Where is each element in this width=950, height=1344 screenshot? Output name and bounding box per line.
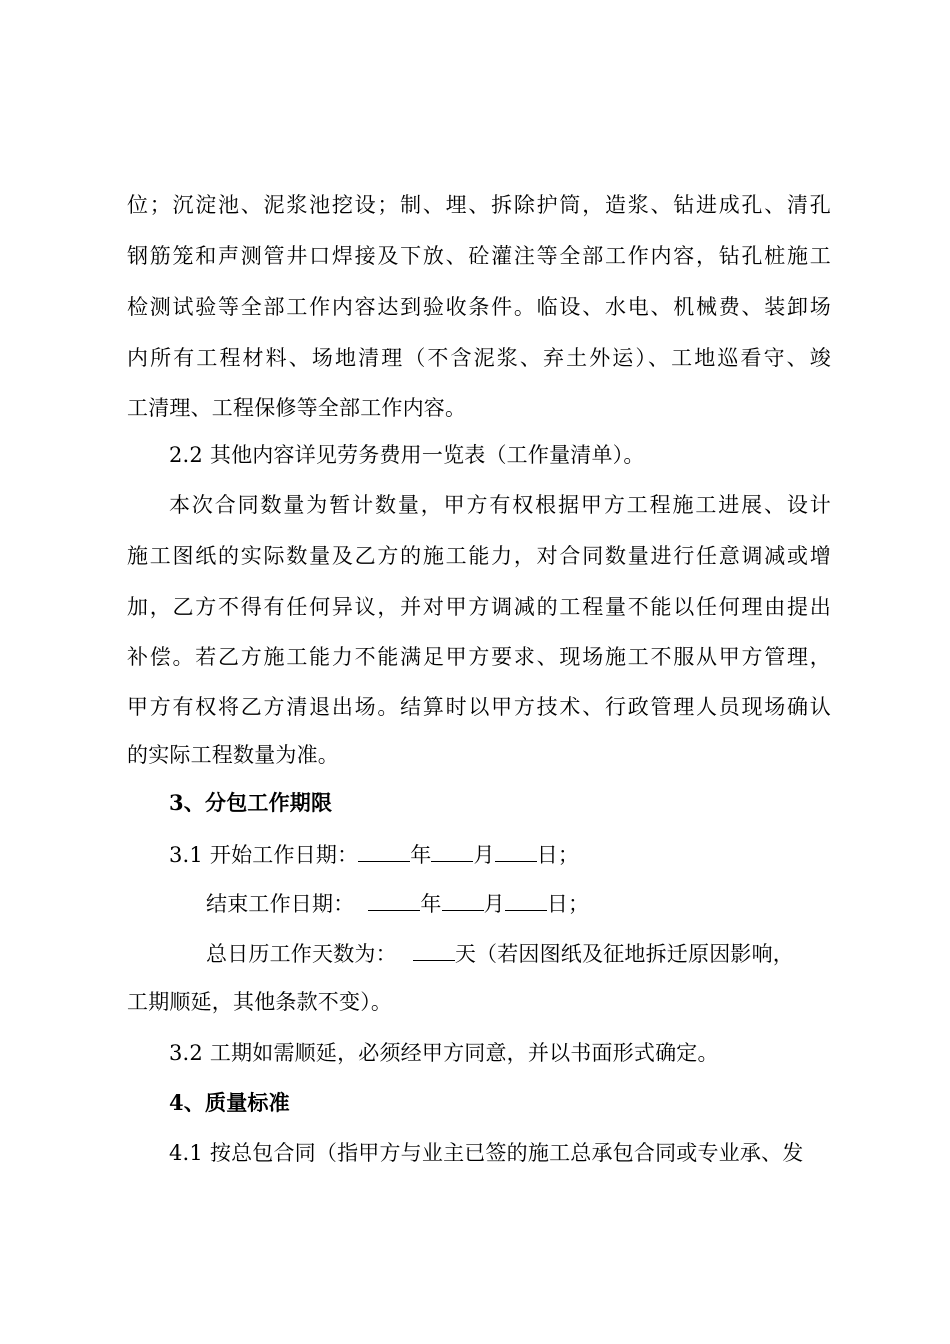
total-days-blank[interactable] [413, 938, 455, 961]
start-year-blank[interactable] [358, 839, 410, 862]
start-date-label: 3.1 开始工作日期： [169, 843, 359, 867]
paragraph-3-line-2: 施工图纸的实际数量及乙方的施工能力，对合同数量进行任意调减或增 [127, 544, 831, 568]
days-unit-text: 天（若因图纸及征地拆迁原因影响， [454, 942, 795, 966]
end-date-line [206, 888, 589, 919]
total-days-label: 总日历工作天数为： [206, 942, 397, 966]
paragraph-1-line-1: 位；沉淀池、泥浆池挖设；制、埋、拆除护筒，造浆、钻进成孔、清孔 [127, 193, 831, 217]
paragraph-1-line-2: 钢筋笼和声测管井口焊接及下放、砼灌注等全部工作内容，钻孔桩施工 [127, 244, 831, 268]
paragraph-3-line-1: 本次合同数量为暂计数量，甲方有权根据甲方工程施工进展、设计 [169, 493, 831, 517]
total-days-continuation: 工期顺延，其他条款不变）。 [127, 990, 393, 1014]
section-4-heading: 4、质量标准 [169, 1090, 290, 1115]
end-month-blank[interactable] [442, 888, 484, 911]
paragraph-3-line-3: 加，乙方不得有任何异议，并对甲方调减的工程量不能以任何理由提出 [127, 595, 831, 619]
month-unit: 月 [483, 892, 505, 916]
start-date-line [169, 839, 579, 870]
section-3-heading: 3、分包工作期限 [169, 790, 333, 815]
year-unit: 年 [420, 892, 442, 916]
end-date-label: 结束工作日期： [206, 892, 355, 916]
paragraph-1-line-3: 检测试验等全部工作内容达到验收条件。临设、水电、机械费、装卸场 [127, 295, 831, 319]
year-unit: 年 [410, 843, 432, 867]
total-days-line [206, 938, 794, 969]
day-unit: 日； [546, 892, 590, 916]
paragraph-1-line-5: 工清理、工程保修等全部工作内容。 [127, 396, 467, 420]
day-unit: 日； [536, 843, 580, 867]
paragraph-1-line-4: 内所有工程材料、场地清理（不含泥浆、弃土外运）、工地巡看守、竣 [127, 346, 831, 370]
paragraph-3-line-5: 甲方有权将乙方清退出场。结算时以甲方技术、行政管理人员现场确认 [127, 695, 831, 719]
month-unit: 月 [473, 843, 495, 867]
start-month-blank[interactable] [431, 839, 473, 862]
start-day-blank[interactable] [495, 839, 537, 862]
paragraph-3-line-6: 的实际工程数量为准。 [127, 743, 339, 767]
end-day-blank[interactable] [505, 888, 547, 911]
clause-2-2: 2.2 其他内容详见劳务费用一览表（工作量清单）。 [169, 443, 645, 467]
end-year-blank[interactable] [368, 888, 420, 911]
clause-3-2: 3.2 工期如需顺延，必须经甲方同意，并以书面形式确定。 [169, 1041, 719, 1065]
paragraph-3-line-4: 补偿。若乙方施工能力不能满足甲方要求、现场施工不服从甲方管理， [127, 645, 831, 669]
clause-4-1: 4.1 按总包合同（指甲方与业主已签的施工总承包合同或专业承、发 [169, 1141, 804, 1165]
